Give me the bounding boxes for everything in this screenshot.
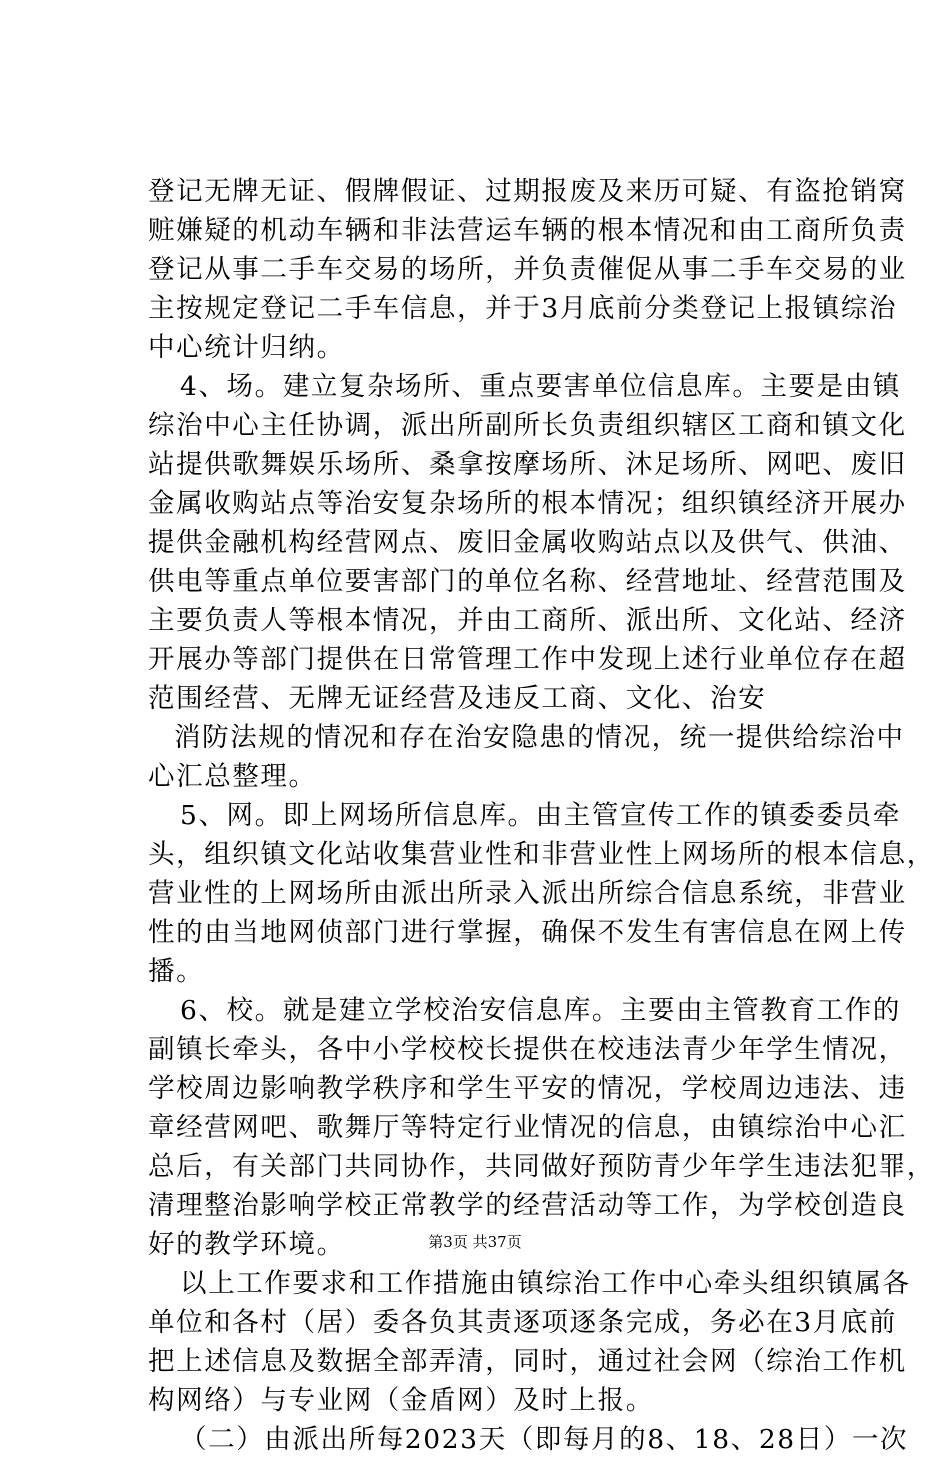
- text-line: 头，组织镇文化站收集营业性和非营业性上网场所的根本信息，: [148, 839, 935, 870]
- paragraph-start-line: 消防法规的情况和存在治安隐患的情况，统一提供给综治中: [174, 722, 905, 753]
- paragraph-start-line: 5、网。即上网场所信息库。由主管宣传工作的镇委委员牵: [180, 800, 901, 831]
- paragraph-start-line: （二）由派出所每2023天（即每月的8、18、28日）一次: [180, 1424, 909, 1455]
- text-line: 学校周边影响教学秩序和学生平安的情况，学校周边违法、违: [148, 1073, 907, 1104]
- text-line: 章经营网吧、歌舞厅等特定行业情况的信息，由镇综治中心汇: [148, 1112, 907, 1143]
- text-line: 主按规定登记二手车信息，并于3月底前分类登记上报镇综治: [148, 293, 898, 324]
- page-number-footer: 第3页 共37页: [428, 1233, 522, 1251]
- text-line: 性的由当地网侦部门进行掌握，确保不发生有害信息在网上传: [148, 917, 907, 948]
- text-line: 开展办等部门提供在日常管理工作中发现上述行业单位存在超: [148, 644, 907, 675]
- text-line: 清理整治影响学校正常教学的经营活动等工作，为学校创造良: [148, 1190, 907, 1221]
- text-line: 供电等重点单位要害部门的单位名称、经营地址、经营范围及: [148, 566, 907, 597]
- document-body: [148, 172, 935, 1459]
- text-line: 综治中心主任协调，派出所副所长负责组织辖区工商和镇文化: [148, 410, 907, 441]
- text-line: 好的教学环境。: [148, 1229, 345, 1260]
- text-line: 提供金融机构经营网点、废旧金属收购站点以及供气、供油、: [148, 527, 907, 558]
- text-line: 中心统计归纳。: [148, 332, 345, 363]
- paragraph-start-line: 6、校。就是建立学校治安信息库。主要由主管教育工作的: [180, 995, 901, 1026]
- text-line: 总后，有关部门共同协作，共同做好预防青少年学生违法犯罪，: [148, 1151, 935, 1182]
- text-line: 副镇长牵头，各中小学校校长提供在校违法青少年学生情况，: [148, 1034, 907, 1065]
- text-line: 登记从事二手车交易的场所，并负责催促从事二手车交易的业: [148, 254, 907, 285]
- paragraph-start-line: 4、场。建立复杂场所、重点要害单位信息库。主要是由镇: [180, 371, 901, 402]
- text-line: 营业性的上网场所由派出所录入派出所综合信息系统，非营业: [148, 878, 907, 909]
- text-line: 赃嫌疑的机动车辆和非法营运车辆的根本情况和由工商所负责: [148, 215, 907, 246]
- text-line: 主要负责人等根本情况，并由工商所、派出所、文化站、经济: [148, 605, 907, 636]
- text-line: 心汇总整理。: [148, 761, 317, 792]
- text-line: 把上述信息及数据全部弄清，同时，通过社会网（综治工作机: [148, 1346, 907, 1377]
- text-line: 站提供歌舞娱乐场所、桑拿按摩场所、沐足场所、网吧、废旧: [148, 449, 907, 480]
- text-line: 范围经营、无牌无证经营及违反工商、文化、治安: [148, 683, 767, 714]
- paragraph-start-line: 以上工作要求和工作措施由镇综治工作中心牵头组织镇属各: [180, 1268, 911, 1299]
- text-line: 单位和各村（居）委各负其责逐项逐条完成，务必在3月底前: [148, 1307, 898, 1338]
- text-line: 金属收购站点等治安复杂场所的根本情况；组织镇经济开展办: [148, 488, 907, 519]
- text-line: 播。: [148, 956, 205, 987]
- text-line: 登记无牌无证、假牌假证、过期报废及来历可疑、有盗抢销窝: [148, 176, 907, 207]
- text-line: 构网络）与专业网（金盾网）及时上报。: [148, 1385, 654, 1416]
